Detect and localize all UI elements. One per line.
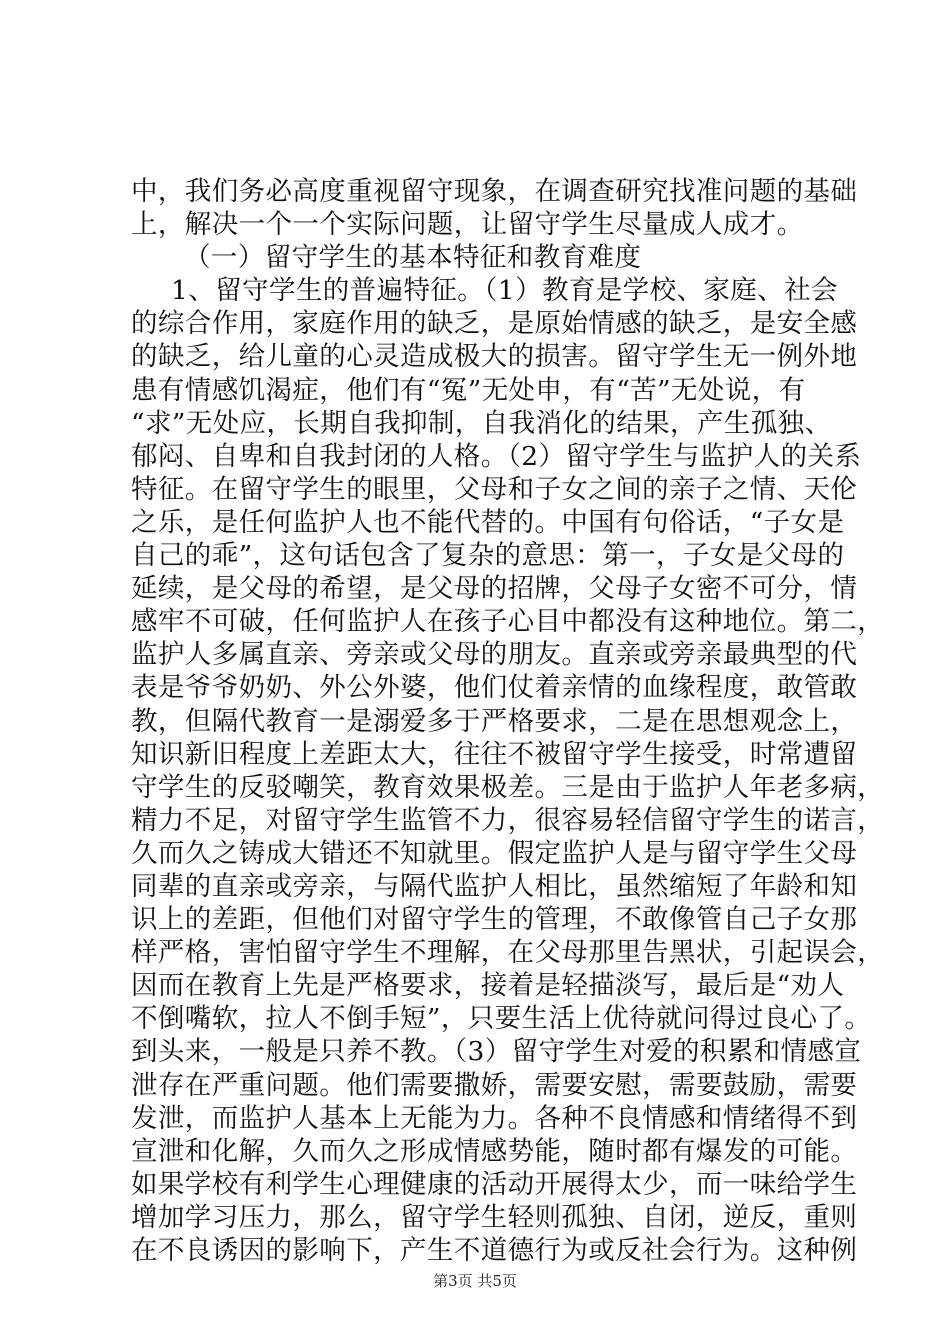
text-line: 到头来，一般是只养不教。（3）留守学生对爱的积累和情感宣 — [131, 1036, 862, 1068]
text-line: 教，但隔代教育一是溺爱多于严格要求，二是在思想观念上， — [131, 705, 858, 737]
text-line: 宣泄和化解，久而久之形成情感势能，随时都有爆发的可能。 — [131, 1135, 858, 1167]
text-line: 识上的差距，但他们对留守学生的管理，不敢像管自己子女那 — [131, 904, 858, 936]
text-line: 样严格，害怕留守学生不理解，在父母那里告黑状，引起误会， — [131, 937, 885, 969]
text-line: 同辈的直亲或旁亲，与隔代监护人相比，虽然缩短了年龄和知 — [131, 870, 858, 902]
text-line: 监护人多属直亲、旁亲或父母的朋友。直亲或旁亲最典型的代 — [131, 639, 858, 671]
text-line: “求”无处应，长期自我抑制，自我消化的结果，产生孤独、 — [131, 407, 832, 439]
text-line: 增加学习压力，那么，留守学生轻则孤独、自闭，逆反，重则 — [131, 1201, 858, 1233]
text-line: 在不良诱因的影响下，产生不道德行为或反社会行为。这种例 — [131, 1235, 858, 1266]
text-line: 知识新旧程度上差距太大，往往不被留守学生接受，时常遭留 — [131, 738, 858, 770]
text-line: 久而久之铸成大错还不知就里。假定监护人是与留守学生父母 — [131, 837, 858, 869]
text-line: 表是爷爷奶奶、外公外婆，他们仗着亲情的血缘程度，敢管敢 — [131, 672, 858, 704]
text-line: 守学生的反驳嘲笑，教育效果极差。三是由于监护人年老多病， — [131, 771, 885, 803]
page-number: 第3页 共5页 — [433, 1272, 517, 1290]
text-line: 因而在教育上先是严格要求，接着是轻描淡写，最后是“劝人 — [131, 970, 845, 1002]
text-line: 中，我们务必高度重视留守现象，在调查研究找准问题的基础 — [131, 176, 858, 207]
text-line: 特征。在留守学生的眼里，父母和子女之间的亲子之情、天伦 — [131, 473, 858, 505]
text-line: 如果学校有利学生心理健康的活动开展得太少，而一味给学生 — [131, 1168, 858, 1200]
text-line: 患有情感饥渴症，他们有“冤”无处申，有“苦”无处说，有 — [131, 374, 806, 406]
text-line: 延续，是父母的希望，是父母的招牌，父母子女密不可分，情 — [131, 573, 858, 605]
text-line: 郁闷、自卑和自我封闭的人格。（2）留守学生与监护人的关系 — [131, 440, 862, 472]
text-line: 泄存在严重问题。他们需要撒娇，需要安慰，需要鼓励，需要 — [131, 1069, 858, 1101]
page-footer — [0, 1270, 950, 1291]
text-line: 感牢不可破，任何监护人在孩子心目中都没有这种地位。第二， — [131, 606, 885, 638]
text-line: 上，解决一个一个实际问题，让留守学生尽量成人成才。 — [131, 209, 804, 241]
text-line: 精力不足，对留守学生监管不力，很容易轻信留守学生的诺言， — [131, 804, 885, 836]
paragraph-start-line: 1、留守学生的普遍特征。（1）教育是学校、家庭、社会 — [171, 275, 838, 307]
section-heading: （一）留守学生的基本特征和教育难度 — [184, 242, 642, 274]
body-text — [131, 175, 885, 1267]
text-line: 的综合作用，家庭作用的缺乏，是原始情感的缺乏，是安全感 — [131, 308, 858, 340]
text-line: 发泄，而监护人基本上无能为力。各种不良情感和情绪得不到 — [131, 1102, 858, 1134]
text-line: 自己的乖”，这句话包含了复杂的意思：第一，子女是父母的 — [131, 540, 845, 572]
text-line: 之乐，是任何监护人也不能代替的。中国有句俗话，“子女是 — [131, 506, 845, 538]
text-line: 的缺乏，给儿童的心灵造成极大的损害。留守学生无一例外地 — [131, 341, 858, 373]
text-line: 不倒嘴软，拉人不倒手短”，只要生活上优待就问得过良心了。 — [131, 1003, 872, 1035]
